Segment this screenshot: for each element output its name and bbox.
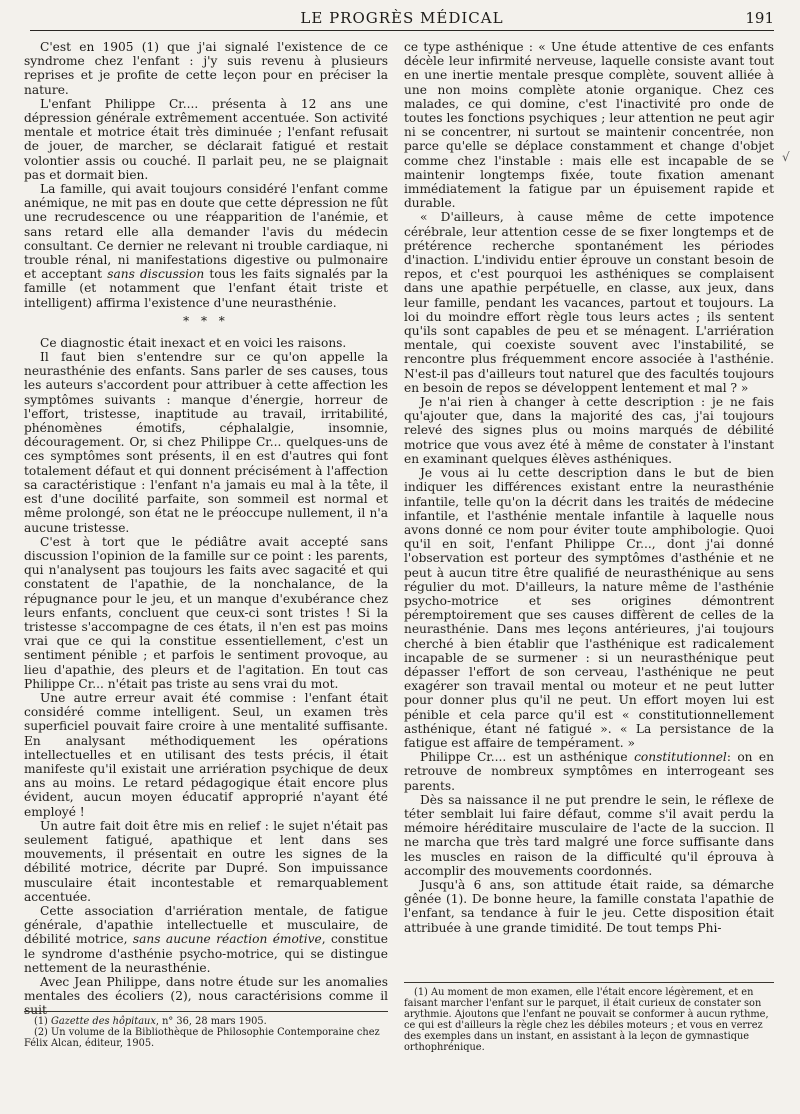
paragraph: Un autre fait doit être mis en relief : le sujet n'était pas seulement fatigué, apathique et lent dans ses mouvements, il présentait en outre les signes de la débilité motrice, décrite par Dupré. Son impuissance musculaire était incontestable et remarquablement accentuée.	[24, 818, 388, 904]
italic-phrase: sans discussion	[107, 267, 205, 282]
margin-checkmark: √	[782, 150, 790, 164]
paragraph: Avec Jean Philippe, dans notre étude sur les anomalies mentales des écoliers (2), nous caractérisions comme il suit	[24, 975, 388, 1018]
footnote	[24, 1016, 388, 1027]
left-footnotes	[24, 1011, 388, 1049]
running-header	[30, 8, 774, 31]
italic-phrase: constitutionnel	[634, 750, 727, 765]
journal-title: LE PROGRÈS MÉDICAL	[300, 9, 504, 27]
footnote-text: Au moment de mon examen, elle l'était encore légèrement, et en faisant marcher l'enfant sur le parquet, il était curieux de constater son arythmie. Ajoutons que l'enfant ne pouvait se conformer à aucun rythme, ce qui est d'ailleurs la règle chez les débiles moteurs ; et vous en verrez des exemples dans un instant, en assistant à la leçon de gymnastique orthophrénique.	[404, 987, 769, 1053]
paragraph	[24, 182, 388, 310]
paragraph: Ce diagnostic était inexact et en voici les raisons.	[40, 335, 347, 350]
paragraph: Je n'ai rien à changer à cette description : je ne fais qu'ajouter que, dans la majorité des cas, j'ai toujours relevé des signes plus ou moins marqués de débilité motrice que vous avez été à même de constater à l'instant en examinant quelques élèves asthéniques.	[404, 395, 774, 466]
paragraph: L'enfant Philippe Cr.... présenta à 12 ans une dépression générale extrêmement accentuée. Son activité mentale et motrice était très diminuée ; l'enfant refusait de jouer, de marcher, se déclarait fatigué et restait volontier assis ou couché. Il parlait peu, ne se plaignait pas et dormait bien.	[24, 96, 388, 182]
paragraph: C'est en 1905 (1) que j'ai signalé l'existence de ce syndrome chez l'enfant : j'y suis revenu à plusieurs reprises et je profite de cette leçon pour en préciser la nature.	[24, 40, 388, 97]
paragraph: C'est à tort que le pédiâtre avait accepté sans discussion l'opinion de la famille sur ce point : les parents, qui n'analysent pas toujours les faits avec sagacité et qui constatent de l'apathie, de la nonchalance, de la répugnance pour le jeu, et un manque d'exubérance chez leurs enfants, concluent que ceux-ci sont tristes ! Si la tristesse s'accompagne de ces états, il n'en est pas moins vrai que ce qui la constitue essentiellement, c'est un sentiment pénible ; et parfois le sentiment provoque, au lieu d'apathie, des pleurs et de l'agitation. En tout cas Philippe Cr... n'était pas triste au sens vrai du mot.	[24, 534, 388, 691]
right-column	[404, 40, 774, 935]
page-number: 191	[745, 9, 774, 27]
footnote	[24, 1027, 388, 1049]
text-run: Philippe Cr.... est un asthénique	[420, 750, 628, 765]
paragraph: Il faut bien s'entendre sur ce qu'on appelle la neurasthénie des enfants. Sans parler de ses causes, tous les auteurs s'accordent pour attribuer à cette affection les symptômes suivants : manque d'énergie, horreur de l'effort, tristesse, inaptitude au travail, irritabilité, phénomènes émotifs, céphalalgie, insomnie, découragement. Or, si chez Philippe Cr... quelques-uns de ces symptômes sont présents, il en est d'autres qui font totalement défaut et qui donnent précisément à l'affection sa caractéristique : l'enfant n'a jamais eu mal à la tête, il est d'une docilité parfaite, son sommeil est normal et même prolongé, son état ne le préoccupe nullement, il n'a aucune tristesse.	[24, 350, 388, 535]
text-run: : on en retrouve de nombreux symptômes en interrogeant ses parents.	[404, 750, 774, 793]
footnote	[404, 987, 774, 1053]
paragraph: ce type asthénique : « Une étude attentive de ces enfants décèle leur infirmité nerveuse, laquelle consiste avant tout en une inertie mentale presque complète, souvent alliée à une non moins complète atonie organique. Chez ces malades, ce qui domine, c'est l'inactivité pro onde de toutes les fonctions psychiques ; leur attention ne peut agir ni se concentrer, ni surtout se maintenir concentrée, non parce qu'elle se déplace constamment et change d'objet comme chez l'instable : mais elle est incapable de se maintenir longtemps fixée, toute fixation amenant immédiatement la fatigue par un épuisement rapide et durable.	[404, 40, 774, 211]
paragraph: Une autre erreur avait été commise : l'enfant était considéré comme intelligent. Seul, un examen très superficiel pouvait faire croire à une mentalité suffisante. En analysant méthodiquement les opérations intellectuelles et en utilisant des tests précis, il était manifeste qu'il existait une arriération psychique de deux ans au moins. Le retard pédagogique était encore plus évident, aucun moyen éducatif approprié n'ayant été employé !	[24, 690, 388, 819]
paragraph	[404, 750, 774, 793]
footnote-marker: (1)	[34, 1016, 48, 1027]
paragraph: Dès sa naissance il ne put prendre le sein, le réflexe de téter semblait lui faire défaut, comme s'il avait perdu la mémoire héréditaire musculaire de l'acte de la succion. Il ne marcha que très tard malgré une force suffisante dans les muscles en raison de la difficulté qu'il éprouva à accomplir des mouvements coordonnés.	[404, 792, 774, 878]
paragraph	[24, 904, 388, 975]
text-run: tous les faits signalés par la famille (et notamment que l'enfant était triste et intelligent) affirma l'existence d'une neurasthénie.	[24, 267, 389, 310]
paragraph: Je vous ai lu cette description dans le but de bien indiquer les différences existant entre la neurasthénie infantile, telle qu'on la décrit dans les traités de médecine infantile, et l'asthénie mentale infantile à laquelle nous avons donné ce nom pour éviter toute amphibologie. Quoi qu'il en soit, l'enfant Philippe Cr..., dont j'ai donné l'observation est porteur des symptômes d'asthénie et ne peut à aucun titre être qualifié de neurasthénique au sens régulier du mot. D'ailleurs, la nature même de l'asthénie psycho-motrice et ses origines démontrent péremptoirement que ses causes diffèrent de celles de la neurasthénie. Dans mes leçons antérieures, j'ai toujours cherché à bien établir que l'asthénique est radicalement incapable de se surmener : si un neurasthénique peut dépasser l'effort de son cerveau, l'asthénique ne peut exagérer son travail mental ou moteur et ne peut lutter pour donner plus qu'il ne peut. Un effort moyen lui est pénible et cela parce qu'il est « constitutionnellement asthénique, étant né fatigué ». « La persistance de la fatigue est affaire de tempérament. »	[404, 466, 774, 750]
text-run: Cette association d'arriération mentale, de fatigue générale, d'apathie intellectuelle et musculaire, de débilité motrice,	[24, 903, 388, 947]
footnote-rule	[24, 1011, 388, 1012]
footnote-marker: (2)	[34, 1027, 48, 1038]
text-run: , constitue le syndrome d'asthénie psycho-motrice, qui se distingue nettement de la neurasthénie.	[24, 932, 389, 975]
footnote-text: Un volume de la Bibliothèque de Philosophie Contemporaine chez Félix Alcan, éditeur, 1905.	[24, 1027, 380, 1049]
footnote-source: Gazette des hôpitaux	[51, 1016, 156, 1027]
section-separator: * * *	[183, 313, 229, 328]
paragraph: Jusqu'à 6 ans, son attitude était raide, sa démarche gênée (1). De bonne heure, la famille constata l'apathie de l'enfant, sa tendance à fuir le jeu. Cette disposition était attribuée à une grande timidité. De tout temps Phi-	[404, 877, 774, 935]
footnote-marker: (1)	[414, 987, 428, 998]
right-footnotes	[404, 982, 774, 1053]
left-column	[24, 40, 388, 1018]
footnote-text: , n° 36, 28 mars 1905.	[155, 1016, 267, 1027]
text-run: La famille, qui avait toujours considéré l'enfant comme anémique, ne mit pas en doute que cette dépression ne fût une recrudescence ou une réapparition de l'anémie, et sans retard elle alla demander l'avis du médecin consultant. Ce dernier ne relevant ni trouble cardiaque, ni trouble rénal, ni manifestations digestive ou pulmonaire et acceptant	[24, 182, 388, 282]
footnote-rule	[404, 982, 774, 983]
italic-phrase: sans aucune réaction émotive	[132, 932, 322, 947]
paragraph: « D'ailleurs, à cause même de cette impotence cérébrale, leur attention cesse de se fixer longtemps et de prétérence recherche spontanément les périodes d'inaction. L'individu entier éprouve un constant besoin de repos, et c'est pourquoi les asthéniques se complaisent dans une apathie perpétuelle, en classe, aux jeux, dans leur famille, pendant les vacances, partout et toujours. La loi du moindre effort règle tous leurs actes ; ils sentent qu'ils sont capables de peu et se ménagent. L'arriération mentale, qui coexiste souvent avec l'instabilité, se rencontre plus fréquemment encore associée à l'asthénie. N'est-il pas d'ailleurs tout naturel que des facultés toujours en besoin de repos se développent lentement et mal ? »	[404, 210, 774, 395]
